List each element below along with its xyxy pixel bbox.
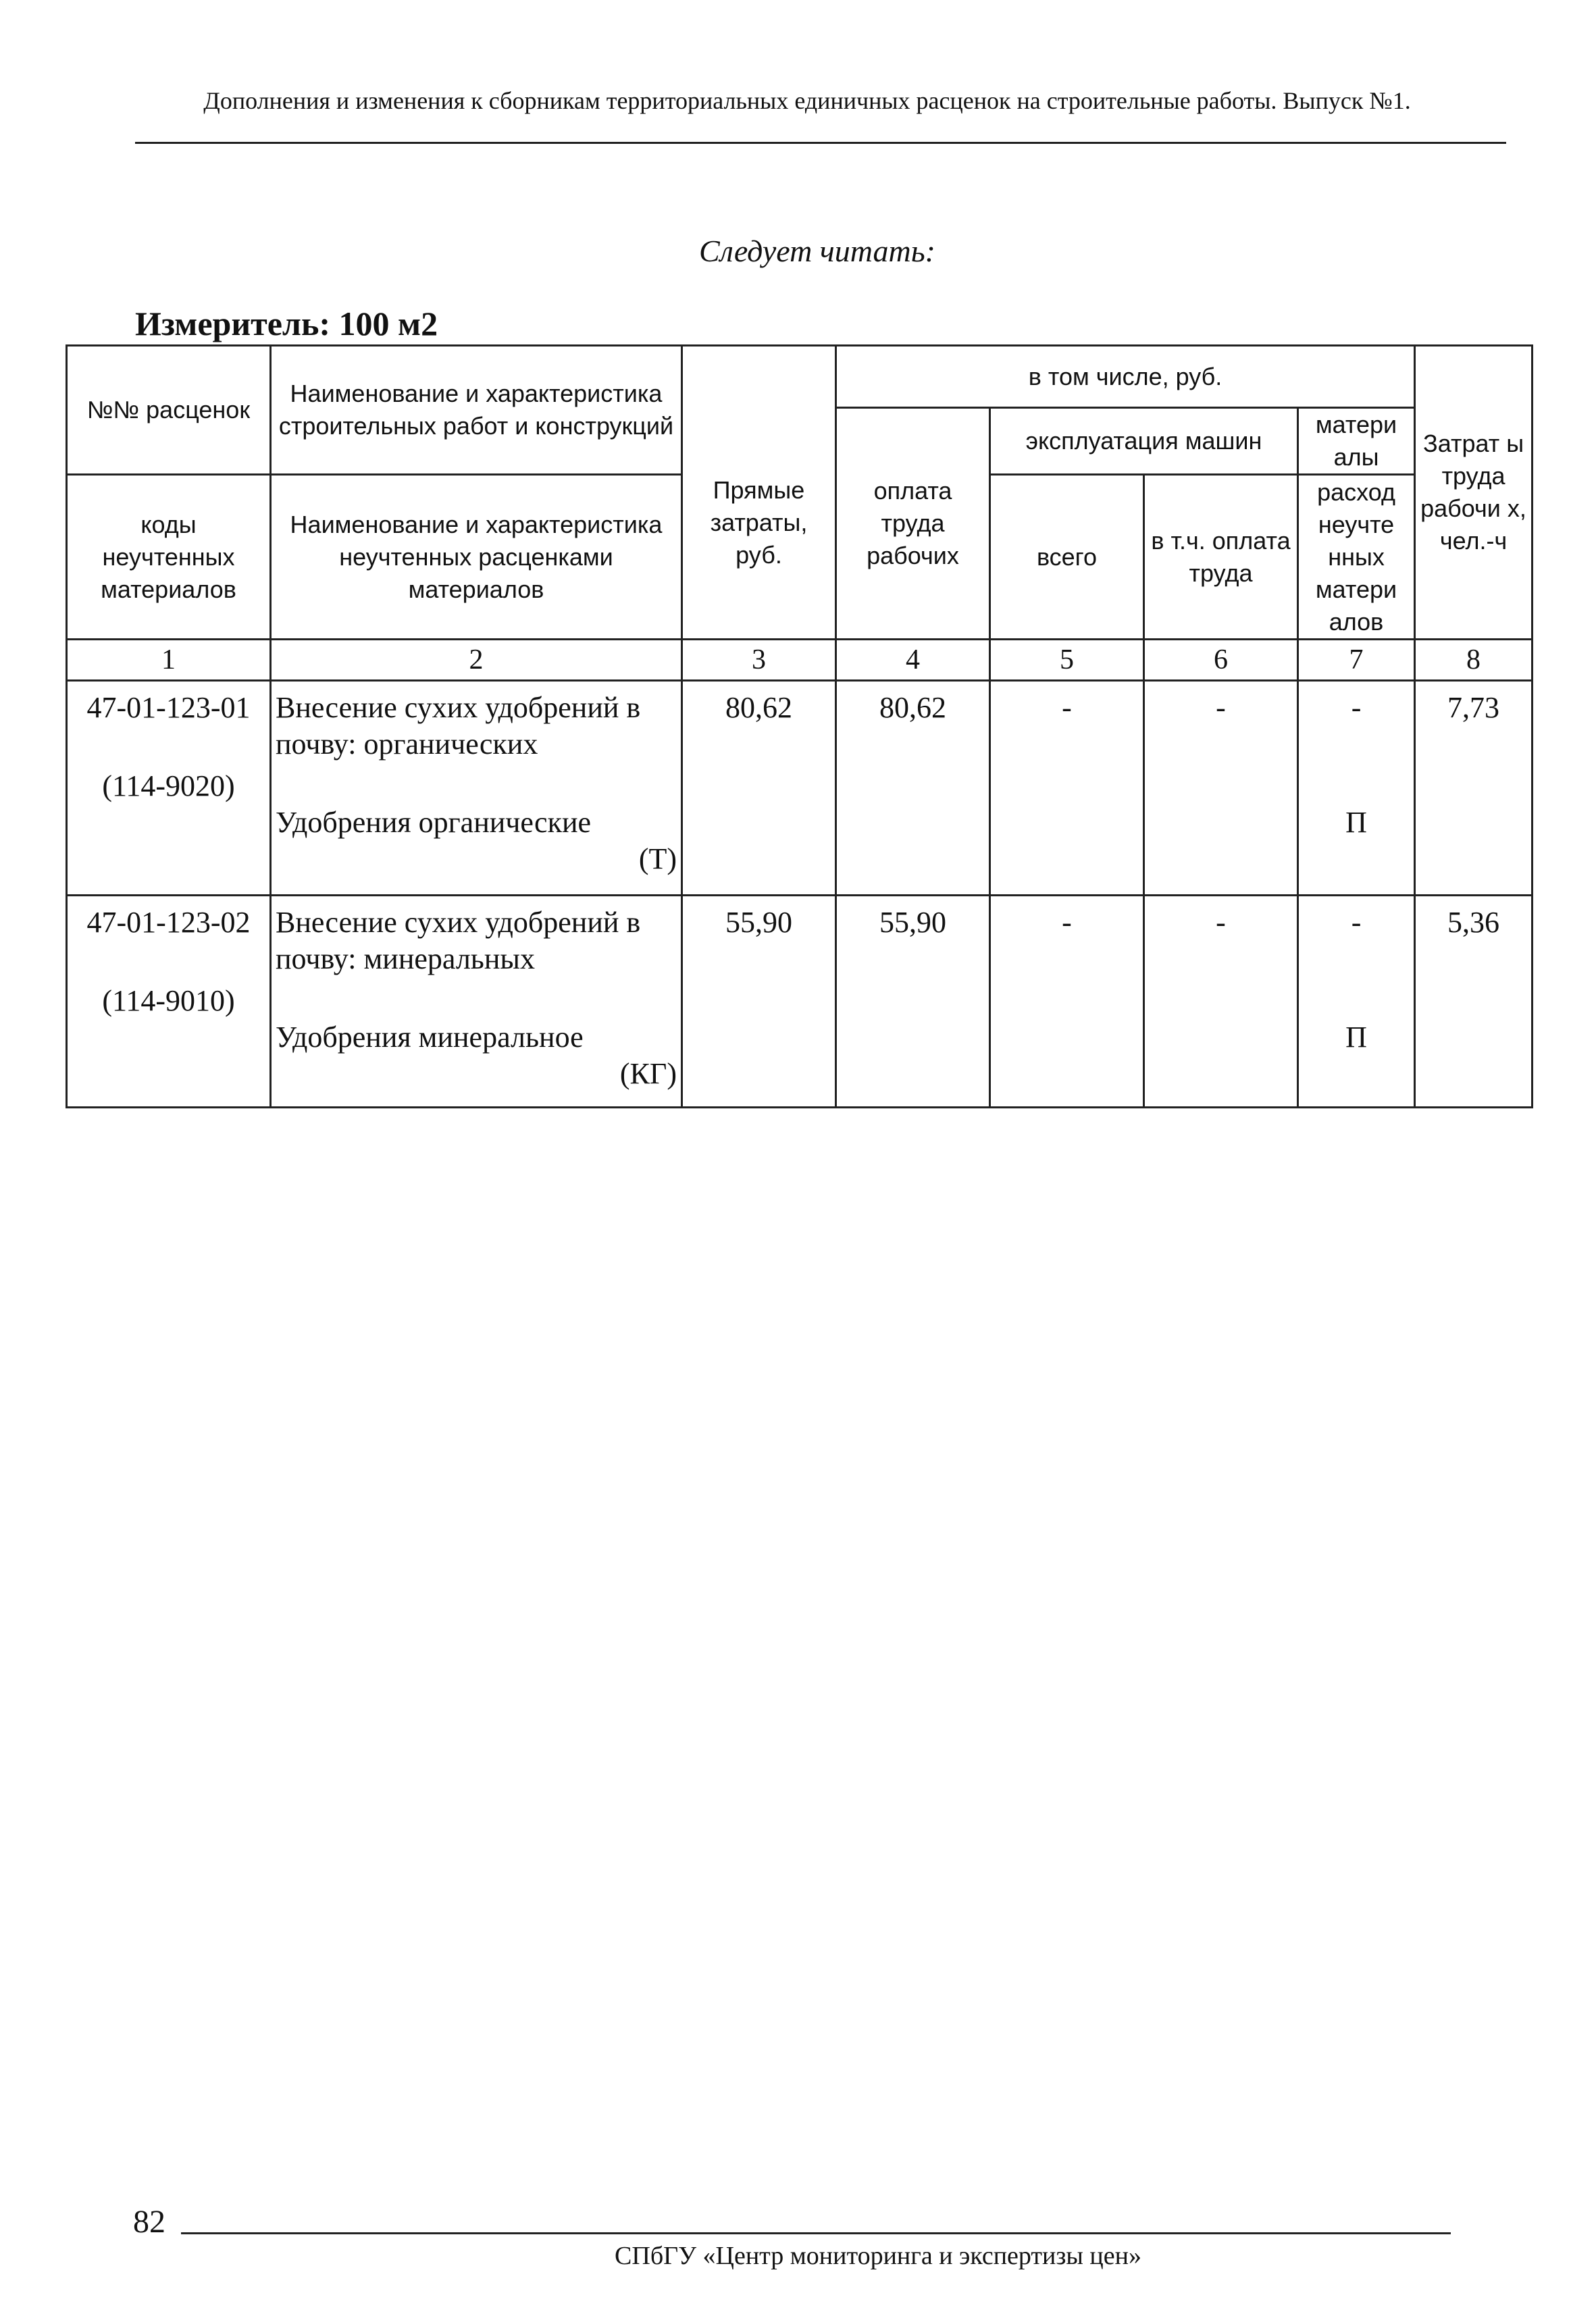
footer-rule — [181, 2232, 1451, 2234]
header-machine-ops: эксплуатация машин — [990, 408, 1298, 475]
material-name: Удобрения органические — [276, 806, 592, 839]
material-code: (114-9020) — [102, 769, 235, 802]
work-name: Внесение сухих удобрений в почву: органических — [276, 691, 641, 761]
table-row — [67, 896, 1533, 1108]
worker-pay-value: 80,62 — [879, 691, 946, 724]
rate-code: 47-01-123-02 — [86, 906, 251, 939]
work-name: Внесение сухих удобрений в почву: минеральных — [276, 906, 641, 975]
header-materials-usage: расход неучте нных матери алов — [1298, 475, 1415, 640]
material-unit: (Т) — [638, 842, 677, 875]
column-number: 4 — [836, 640, 990, 681]
header-material-codes: коды неучтенных материалов — [67, 475, 271, 640]
materials-value: - — [1351, 906, 1362, 939]
machines-total-value: - — [1062, 691, 1072, 724]
material-name: Удобрения минеральное — [276, 1021, 584, 1054]
measure-unit: Измеритель: 100 м2 — [135, 305, 438, 342]
material-unit: (КГ) — [619, 1057, 677, 1090]
column-number: 1 — [67, 640, 271, 681]
header-materials: матери алы — [1298, 408, 1415, 475]
column-number: 3 — [682, 640, 836, 681]
header-machines-labor: в т.ч. оплата труда — [1144, 475, 1298, 640]
material-flag: П — [1345, 1021, 1367, 1054]
header-labor-costs: Затрат ы труда рабочи х, чел.-ч — [1415, 346, 1533, 640]
direct-costs-value: 55,90 — [725, 906, 792, 939]
header-including: в том числе, руб. — [836, 346, 1415, 408]
labor-value: 7,73 — [1447, 691, 1500, 724]
header-worker-pay: оплата труда рабочих — [836, 408, 990, 640]
machines-labor-value: - — [1216, 691, 1226, 724]
worker-pay-value: 55,90 — [879, 906, 946, 939]
intro-heading: Следует читать: — [699, 234, 935, 268]
material-code: (114-9010) — [102, 984, 235, 1017]
header-work-name: Наименование и характеристика строительных работ и конструкций — [271, 346, 682, 475]
header-rule — [135, 142, 1506, 144]
table-row — [67, 681, 1533, 896]
header-material-name: Наименование и характеристика неучтенных расценками материалов — [271, 475, 682, 640]
column-number-row — [67, 640, 1533, 681]
rate-code: 47-01-123-01 — [86, 691, 251, 724]
header-rate-no: №№ расценок — [67, 346, 271, 475]
labor-value: 5,36 — [1447, 906, 1500, 939]
materials-value: - — [1351, 691, 1362, 724]
material-flag: П — [1345, 806, 1367, 839]
column-number: 8 — [1415, 640, 1533, 681]
column-number: 7 — [1298, 640, 1415, 681]
page-number: 82 — [133, 2204, 165, 2240]
column-number: 6 — [1144, 640, 1298, 681]
footer-organization: СПбГУ «Центр мониторинга и экспертизы цен» — [615, 2242, 1141, 2270]
column-number: 5 — [990, 640, 1144, 681]
header-direct-costs: Прямые затраты, руб. — [682, 346, 836, 640]
machines-labor-value: - — [1216, 906, 1226, 939]
machines-total-value: - — [1062, 906, 1072, 939]
running-header: Дополнения и изменения к сборникам территориальных единичных расценок на строительные работы. Выпуск №1. — [203, 87, 1411, 114]
rates-table — [66, 344, 1533, 1108]
direct-costs-value: 80,62 — [725, 691, 792, 724]
column-number: 2 — [271, 640, 682, 681]
header-machines-total: всего — [990, 475, 1144, 640]
